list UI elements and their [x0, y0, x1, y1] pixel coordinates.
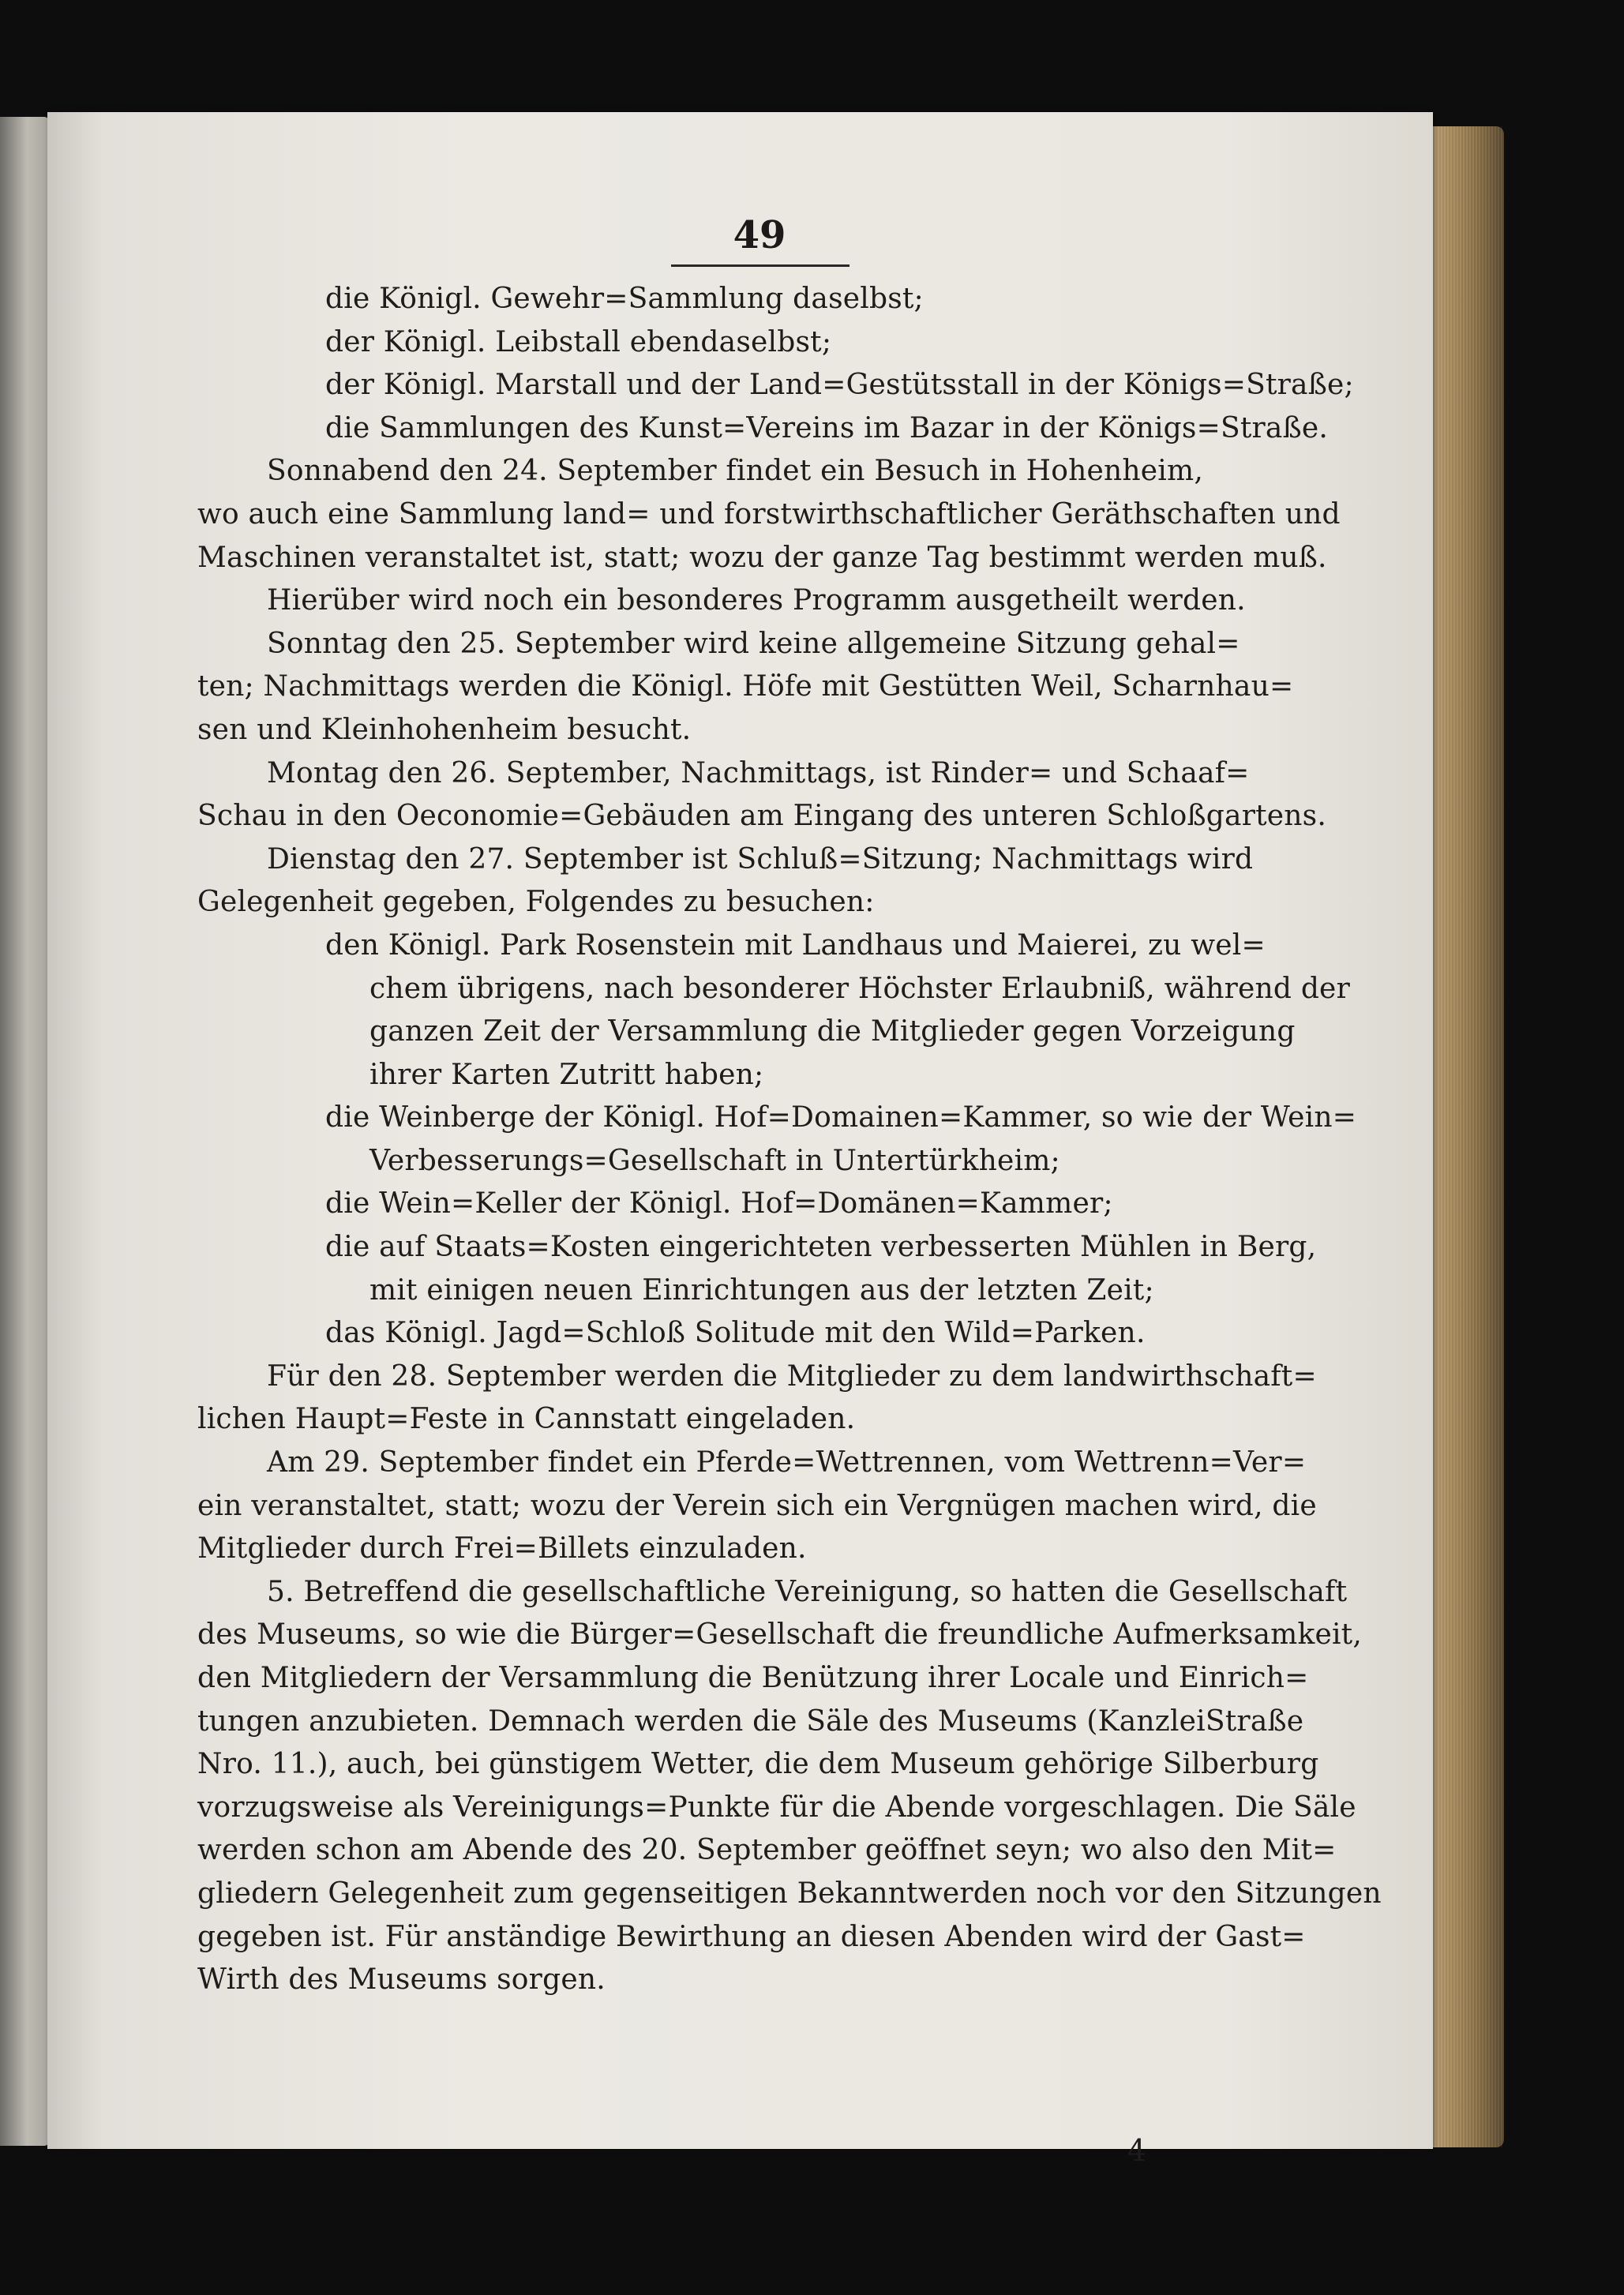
text-line: Am 29. September findet ein Pferde=Wettrennen, vom Wettrenn=Ver=: [267, 1446, 1307, 1479]
signature-mark: 4: [1127, 2133, 1147, 2168]
text-line: Gelegenheit gegeben, Folgendes zu besuchen:: [197, 886, 875, 919]
text-line: Montag den 26. September, Nachmittags, ist Rinder= und Schaaf=: [267, 756, 1250, 789]
text-line: Wirth des Museums sorgen.: [197, 1963, 606, 1997]
text-line: Maschinen veranstaltet ist, statt; wozu der ganze Tag bestimmt werden muß.: [197, 541, 1327, 574]
text-line: die Wein=Keller der Königl. Hof=Domänen=Kammer;: [325, 1187, 1113, 1221]
text-line: die Weinberge der Königl. Hof=Domainen=Kammer, so wie der Wein=: [325, 1101, 1357, 1134]
text-line: ten; Nachmittags werden die Königl. Höfe mit Gestütten Weil, Scharnhau=: [197, 670, 1294, 703]
text-line: 5. Betreffend die gesellschaftliche Vereinigung, so hatten die Gesellschaft: [267, 1575, 1348, 1608]
text-line: gegeben ist. Für anständige Bewirthung an diesen Abenden wird der Gast=: [197, 1920, 1306, 1953]
text-line: wo auch eine Sammlung land= und forstwirthschaftlicher Geräthschaften und: [197, 497, 1341, 531]
text-line: Sonnabend den 24. September findet ein Besuch in Hohenheim,: [267, 455, 1204, 488]
text-line: Nro. 11.), auch, bei günstigem Wetter, die dem Museum gehörige Silberburg: [197, 1748, 1319, 1781]
text-line: Sonntag den 25. September wird keine allgemeine Sitzung gehal=: [267, 627, 1240, 660]
text-line: Verbesserungs=Gesellschaft in Untertürkheim;: [369, 1144, 1060, 1177]
text-line: gliedern Gelegenheit zum gegenseitigen Bekanntwerden noch vor den Sitzungen: [197, 1877, 1382, 1910]
text-line: Schau in den Oeconomie=Gebäuden am Eingang des unteren Schloßgartens.: [197, 800, 1326, 833]
text-line: ihrer Karten Zutritt haben;: [369, 1058, 764, 1091]
book-page: [47, 112, 1433, 2168]
text-line: die Königl. Gewehr=Sammlung daselbst;: [325, 283, 924, 315]
text-line: der Königl. Leibstall ebendaselbst;: [325, 325, 832, 358]
adjacent-left-page: [0, 117, 49, 2146]
text-line: sen und Kleinhohenheim besucht.: [197, 713, 692, 746]
text-line: der Königl. Marstall und der Land=Gestütsstall in der Königs=Straße;: [325, 369, 1354, 402]
text-line: Dienstag den 27. September ist Schluß=Sitzung; Nachmittags wird: [267, 842, 1254, 876]
text-line: Hierüber wird noch ein besonderes Programm ausgetheilt werden.: [267, 584, 1246, 617]
text-line: ein veranstaltet, statt; wozu der Verein sich ein Vergnügen machen wird, die: [197, 1489, 1317, 1522]
text-line: mit einigen neuen Einrichtungen aus der letzten Zeit;: [369, 1273, 1154, 1307]
text-line: Mitglieder durch Frei=Billets einzuladen.: [197, 1532, 807, 1566]
text-line: die auf Staats=Kosten eingerichteten verbesserten Mühlen in Berg,: [325, 1231, 1317, 1264]
body-text: [197, 278, 1382, 2002]
text-line: den Königl. Park Rosenstein mit Landhaus und Maierei, zu wel=: [325, 928, 1266, 962]
text-line: des Museums, so wie die Bürger=Gesellschaft die freundliche Aufmerksamkeit,: [197, 1618, 1362, 1652]
page-number: 49: [733, 213, 786, 257]
text-line: werden schon am Abende des 20. September geöffnet seyn; wo also den Mit=: [197, 1834, 1337, 1867]
text-line: tungen anzubieten. Demnach werden die Säle des Museums (KanzleiStraße: [197, 1704, 1304, 1738]
text-line: ganzen Zeit der Versammlung die Mitglieder gegen Vorzeigung: [369, 1015, 1296, 1048]
text-line: chem übrigens, nach besonderer Höchster Erlaubniß, während der: [369, 972, 1350, 1005]
text-line: vorzugsweise als Vereinigungs=Punkte für die Abende vorgeschlagen. Die Säle: [197, 1791, 1356, 1824]
text-line: die Sammlungen des Kunst=Vereins im Bazar in der Königs=Straße.: [325, 411, 1328, 444]
text-line: den Mitgliedern der Versammlung die Benützung ihrer Locale und Einrich=: [197, 1662, 1309, 1694]
text-line: lichen Haupt=Feste in Cannstatt eingeladen.: [197, 1403, 856, 1436]
text-line: Für den 28. September werden die Mitglieder zu dem landwirthschaft=: [267, 1359, 1317, 1393]
header-rule: [671, 264, 850, 267]
text-line: das Königl. Jagd=Schloß Solitude mit den Wild=Parken.: [325, 1317, 1146, 1350]
